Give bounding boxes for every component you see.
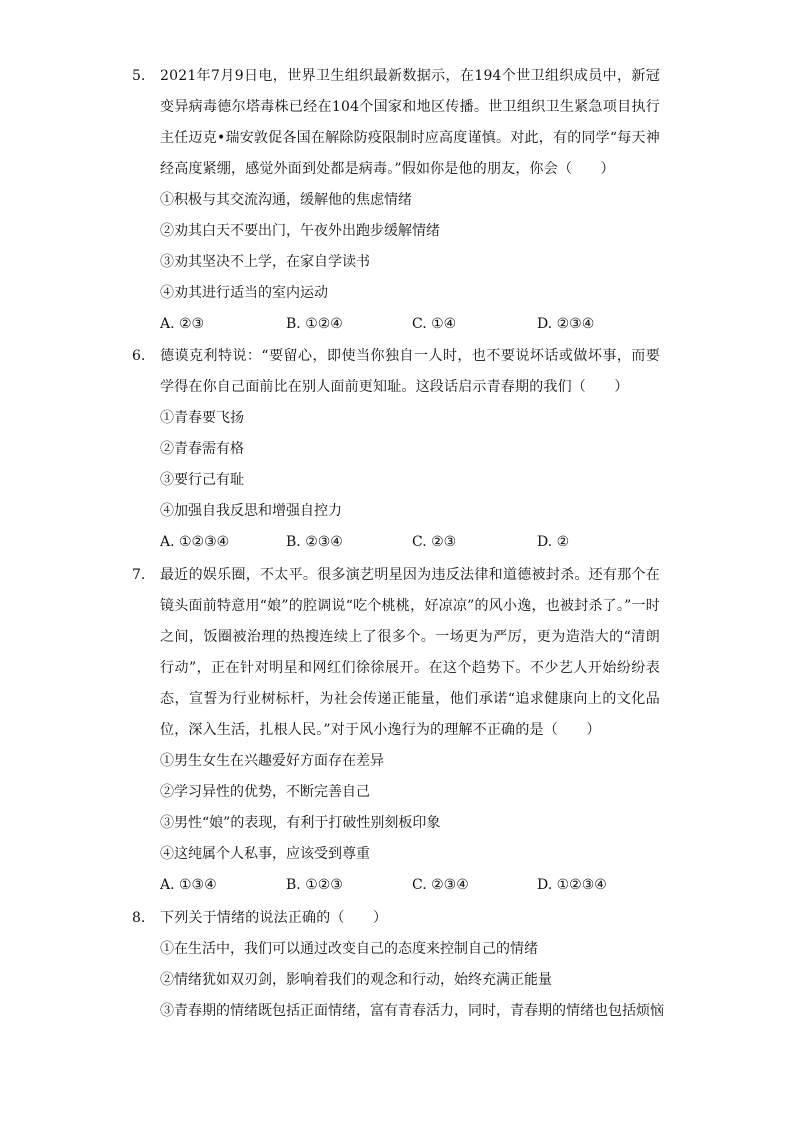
choice-c: C. ①④ — [412, 316, 457, 332]
question-number: 6. — [132, 348, 146, 364]
question-6 — [132, 341, 660, 558]
answer-choices — [160, 527, 660, 558]
question-8 — [132, 903, 664, 1027]
statement-option: ①青春要飞扬 — [160, 410, 244, 426]
choice-a: A. ①②③④ — [160, 534, 230, 550]
statement-option: ④劝其进行适当的室内运动 — [160, 285, 328, 301]
choice-b: B. ①②③ — [286, 877, 343, 893]
statement-option: ③要行己有耻 — [160, 472, 244, 488]
choice-b: B. ①②④ — [286, 316, 343, 332]
statement-option: ②青春需有格 — [160, 441, 244, 457]
answer-choices — [160, 870, 660, 901]
choice-c: C. ②③ — [412, 534, 457, 550]
question-stem: 下列关于情绪的说法正确的（ ） — [160, 910, 388, 926]
statement-option: ①男生女生在兴趣爱好方面存在差异 — [160, 753, 384, 769]
statement-option: ④加强自我反思和增强自控力 — [160, 503, 342, 519]
question-stem: 2021年7月9日电，世界卫生组织最新数据示，在194个世卫组织成员中，新冠变异病毒德尔塔毒株已经在104个国家和地区传播。世卫组织卫生紧急项目执行主任迈克•瑞安敦促各国在解除防疫限制时应高度谨慎。对此，有的同学“每天神经高度紧绷，感觉外面到处都是病毒。”假如你是他的朋友，你会（ ） — [160, 68, 660, 177]
statement-option: ②学习异性的优势，不断完善自己 — [160, 784, 370, 800]
question-number: 7. — [132, 567, 146, 583]
question-stem: 德谟克利特说：“要留心，即使当你独自一人时，也不要说坏话或做坏事，而要学得在你自己面前比在别人面前更知耻。这段话启示青春期的我们（ ） — [160, 348, 660, 395]
choice-b: B. ②③④ — [286, 534, 343, 550]
question-number: 8. — [132, 910, 146, 926]
statement-option: ①在生活中，我们可以通过改变自己的态度来控制自己的情绪 — [160, 941, 538, 957]
choice-d: D. ①②③④ — [537, 877, 607, 893]
question-stem: 最近的娱乐圈，不太平。很多演艺明星因为违反法律和道德被封杀。还有那个在镜头面前特意用“娘”的腔调说“吃个桃桃，好凉凉”的风小逸，也被封杀了。”一时之间，饭圈被治理的热搜连续上了很多个。一场更为严厉，更为造浩大的“清朗行动”，正在针对明星和网红们徐徐展开。在这个趋势下。不少艺人开始纷纷表态，宣誓为行业树标杆，为社会传递正能量，他们承诺“追求健康向上的文化品位，深入生活，扎根人民。”对于风小逸行为的理解不正确的是（ ） — [160, 567, 660, 738]
choice-a: A. ①③④ — [160, 877, 217, 893]
choice-d: D. ②③④ — [537, 316, 595, 332]
statement-option: ④这纯属个人私事，应该受到尊重 — [160, 846, 370, 862]
answer-choices — [160, 309, 660, 340]
statement-option: ③劝其坚决不上学，在家自学读书 — [160, 254, 370, 270]
statement-option: ②情绪犹如双刃剑，影响着我们的观念和行动，始终充满正能量 — [160, 972, 552, 988]
statement-option: ①积极与其交流沟通，缓解他的焦虑情绪 — [160, 192, 412, 208]
choice-c: C. ②③④ — [412, 877, 469, 893]
choice-d: D. ② — [537, 534, 570, 550]
question-5 — [132, 61, 660, 340]
statement-option: ②劝其白天不要出门，午夜外出跑步缓解情绪 — [160, 223, 440, 239]
question-number: 5. — [132, 68, 146, 84]
statement-option: ③青春期的情绪既包括正面情绪，富有青春活力，同时，青春期的情绪也包括烦恼 — [160, 1003, 664, 1019]
statement-option: ③男性“娘”的表现，有利于打破性别刻板印象 — [160, 815, 441, 831]
choice-a: A. ②③ — [160, 316, 205, 332]
question-7 — [132, 560, 660, 901]
